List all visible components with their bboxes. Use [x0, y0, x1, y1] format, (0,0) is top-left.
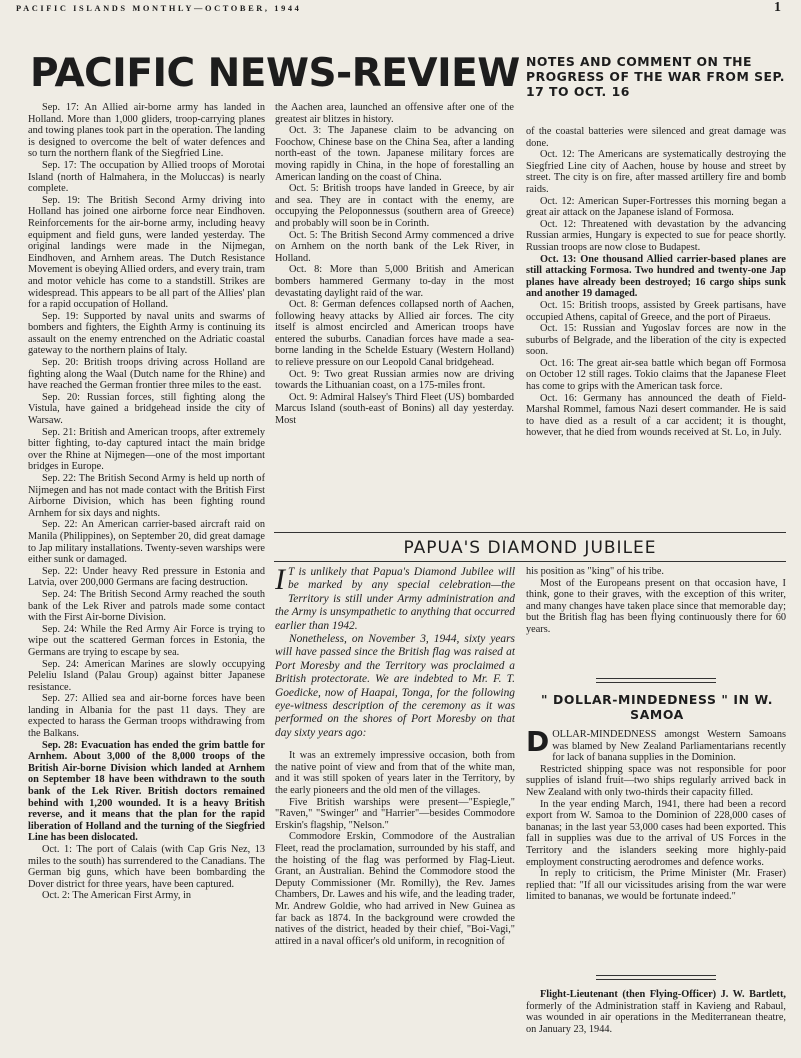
papua-dropcap: I	[275, 566, 285, 596]
diary-entry: Oct. 15: British troops, assisted by Greek partisans, have occupied Athens, capital of Greece, and the port of Piraeus.	[526, 299, 786, 323]
diary-entry-bold-text: Sep. 28: Evacuation has ended the grim battle for Arnhem. About 3,000 of the 8,000 troops of the British Air-borne Division which landed at Arnhem on September 18 have been withdrawn to the south bank of the Lek River. British doctors remained behind with 1,200 wounded. It is a heavy British reverse, and it means that the plan for the rapid liberation of Holland and the turning of the Siegfried Line has been dislocated.	[28, 739, 265, 844]
diary-entry: Oct. 8: More than 5,000 British and American bombers hammered Germany to-day in the most devastating daylight raid of the war.	[275, 264, 514, 299]
diary-entry-bold	[28, 740, 265, 844]
diary-entry: Oct. 12: The Americans are systematically destroying the Siegfried Line city of Aachen, house by house and street by street. The city is on fire, after massed artillery fire and bomb raids.	[526, 149, 786, 195]
papua-paragraph: It was an extremely impressive occasion, both from the native point of view and from that of the white man, and it was still spoken of years later in the Territory, by the early pioneers and the old men of the villages.	[275, 750, 515, 797]
papua-intro-2: Nonetheless, on November 3, 1944, sixty years will have passed since the British flag was raised at Port Moresby and the Territory was proclaimed a British protectorate. We are indebted to Mr. F. T. Goedicke, now of Haapai, Tonga, for the following eye-witness description of the ceremony as it was performed on the shores of Port Moresby on that day sixty years ago:	[275, 633, 515, 739]
diary-entry: of the coastal batteries were silenced and great damage was done.	[526, 126, 786, 149]
diary-entry: Oct. 12: Threatened with devastation by the advancing Russian armies, Hungary is expected to sue for peace shortly. Russian troops are now close to Budapest.	[526, 218, 786, 253]
diary-entry: Sep. 22: Under heavy Red pressure in Estonia and Latvia, over 200,000 Germans are facing destruction.	[28, 565, 265, 589]
running-header: PACIFIC ISLANDS MONTHLY—OCTOBER, 1944	[16, 4, 302, 13]
bartlett-name: Flight-Lieutenant (then Flying-Officer) J. W. Bartlett,	[540, 989, 786, 1000]
diary-entry: Oct. 1: The port of Calais (with Cap Gris Nez, 13 miles to the south) has surrendered to the Canadians. The German big guns, which have been bombarding the Dover district for three years, have been captured.	[28, 844, 265, 890]
diary-entry: Sep. 22: The British Second Army is held up north of Nijmegen and has not made contact with the British First Airborne Division, which has been fighting round Arnhem for six days and nights.	[28, 473, 265, 519]
papua-headline: PAPUA'S DIAMOND JUBILEE	[403, 538, 657, 558]
diary-entry: Sep. 19: Supported by naval units and swarms of bombers and fighters, the Eighth Army is continuing its assault on the enemy entrenched on the Adriatic coastal gateway to the northern plains of Italy.	[28, 310, 265, 357]
papua-article	[275, 566, 515, 1054]
diary-entry: Sep. 24: The British Second Army reached the south bank of the Lek River and patrols made some contact with the First Air-borne Division.	[28, 588, 265, 624]
diary-entry: Sep. 19: The British Second Army driving into Holland has joined one airborne force near Eindhoven. Reinforcements for the air-borne army, including heavy equipment and field guns, were landed yesterday. The original landings were made in the Nijmegan, Eindhoven, and Arnhem areas. The Dutch Resistance Movement is obeying Allied orders, and every train, tram and motor vehicle has come to a standstill. Strikes are widespread. This appears to be all part of the Allies' plan for a rapid occupation of Holland.	[28, 194, 265, 311]
bartlett-text: formerly of the Administration staff in Kavieng and Rabaul, was wounded in air operations in the Mediterranean theatre, on January 23, 1944.	[526, 1000, 786, 1035]
papua-paragraph: Five British warships were present—"Espiegle," "Raven," "Swinger" and "Harrier"—besides Commodore Erskin's flagship, "Nelson."	[275, 796, 515, 831]
diary-entry: Sep. 20: Russian forces, still fighting along the Vistula, have gained a bridgehead inside the city of Warsaw.	[28, 391, 265, 427]
double-rule-divider	[596, 975, 716, 980]
diary-entry: the Aachen area, launched an offensive after one of the greatest air blitzes in history.	[275, 102, 514, 125]
section-rule	[274, 532, 786, 533]
war-diary-column-3	[526, 126, 786, 516]
diary-entry: Oct. 9: Admiral Halsey's Third Fleet (US) bombarded Marcus Island (south-east of Bonins) all day yesterday. Most	[275, 391, 514, 427]
bartlett-item	[526, 989, 786, 1053]
diary-entry-bold	[526, 254, 786, 300]
papua-paragraph: Commodore Erskin, Commodore of the Australian Fleet, read the proclamation, surrounded by his staff, and the hoisting of the flag was performed by Flag-Lieut. Grant, an Australian. Behind the Commodore stood the Deputy Commissioner (Mr. Romilly), the Rev. James Chambers, Dr. Lawes and his wife, and the leading trader, Mr. Andrew Goldie, who had arrived in New Guinea as far back as 1874. In the background were crowded the natives of the district, headed by their chief, "Boi-Vagi," attired in a naval officer's old uniform, in recognition of	[275, 831, 515, 947]
diary-entry: Sep. 21: British and American troops, after extremely bitter fighting, to-day captured intact the main bridge over the Rhine at Nijmegen—one of the most important bridges in Europe.	[28, 426, 265, 473]
dollar-first-text: OLLAR-MINDEDNESS amongst Western Samoans was blamed by New Zealand Parliamentarians recently for lack of banana supplies in the Dominion.	[552, 729, 786, 764]
section-rule	[274, 561, 786, 562]
diary-entry: Sep. 17: The occupation by Allied troops of Morotai Island (north of Halmahera, in the Moluccas) is nearly complete.	[28, 159, 265, 195]
notes-heading: NOTES AND COMMENT ON THE PROGRESS OF THE WAR FROM SEP. 17 TO OCT. 16	[526, 54, 785, 100]
diary-entry: Oct. 3: The Japanese claim to be advancing on Foochow, Chinese base on the China Sea, after a landing north-east of the town. Japanese military forces are moving rapidly in China, in the hope of forestalling an American landing on the coast of China.	[275, 125, 514, 183]
diary-entry: Oct. 9: Two great Russian armies now are driving towards the Lithuanian coast, on a 175-miles front.	[275, 368, 514, 392]
diary-entry: Oct. 12: American Super-Fortresses this morning began a great air attack on the Japanese island of Formosa.	[526, 195, 786, 219]
diary-entry: Sep. 20: British troops driving across Holland are fighting along the Waal (Dutch name for the Rhine) and have reached the German frontier three miles to the east.	[28, 357, 265, 392]
diary-entry: Sep. 24: While the Red Army Air Force is trying to wipe out the scattered German forces in Estonia, the Germans are trying to escape by sea.	[28, 623, 265, 658]
papua-intro	[275, 566, 515, 633]
diary-entry: Sep. 24: American Marines are slowly occupying Peleliu Island (Palau Group) against bitter Japanese resistance.	[28, 658, 265, 693]
dollar-article	[526, 729, 786, 965]
diary-entry: Oct. 5: The British Second Army commenced a drive on Arnhem on the north bank of the Lek River, in Holland.	[275, 229, 514, 264]
diary-entry: Oct. 8: German defences collapsed north of Aachen, following heavy attacks by Allied air forces. The city itself is almost encircled and American troops have entered the suburbs. Canadian forces have made a sea-borne landing in the Schelde Estuary (Western Holland) to relieve pressure on our Leopold Canal bridgehead.	[275, 299, 514, 369]
papua-paragraph: his position as "king" of his tribe.	[526, 566, 664, 577]
diary-entry: Oct. 2: The American First Army, in	[42, 890, 191, 902]
page-number: 1	[774, 0, 781, 15]
dollar-paragraph: In the year ending March, 1941, there had been a record export from W. Samoa to the Dominion of 228,000 cases of bananas; in the last year 53,000 cases had been exported. This fall in supplies was due to the arrival of US Forces in the Territory and the islanders seeking more highly-paid employment constructing aerodromes and defence works.	[526, 798, 786, 868]
dollar-first-paragraph	[526, 729, 786, 764]
diary-entry: Oct. 15: Russian and Yugoslav forces are now in the suburbs of Belgrade, and the liberation of the city is expected soon.	[526, 323, 786, 358]
dollar-dropcap: D	[526, 729, 550, 758]
masthead-title: PACIFIC NEWS-REVIEW	[30, 51, 520, 96]
diary-entry: Sep. 22: An American carrier-based aircraft raid on Manila (Philippines), on September 20, did great damage to Jap military installations. Twenty-seven warships were either sunk or damaged.	[28, 519, 265, 566]
dollar-paragraph: Restricted shipping space was not responsible for poor supplies of island fruit—two ships regularly arrived back in New Zealand with only two-thirds their capacity filled.	[526, 763, 786, 798]
double-rule-divider	[596, 678, 716, 683]
diary-entry: Oct. 16: The great air-sea battle which began off Formosa on October 12 still rages. Tokio claims that the Japanese Fleet has come to grips with the American task force.	[526, 357, 786, 393]
dollar-headline: " DOLLAR-MINDEDNESS " IN W. SAMOA	[540, 692, 774, 722]
diary-entry: Oct. 5: British troops have landed in Greece, by air and sea. They are in contact with the enemy, are occupying the Peloponnessus (southern area of Greece) and probably will soon be in Corinth.	[275, 183, 514, 229]
papua-article-continued	[526, 566, 786, 664]
dollar-paragraph: In reply to criticism, the Prime Minister (Mr. Fraser) replied that: "If all our vicissitudes arising from the war were limited to bananas, we would be fortunate indeed."	[526, 868, 786, 903]
diary-entry: Sep. 27: Allied sea and air-borne forces have been landing in Albania for the past 11 days. They are expected to harass the German troops withdrawing from the Balkans.	[28, 693, 265, 740]
diary-entry: Oct. 16: Germany has announced the death of Field-Marshal Rommel, famous Nazi desert commander. He is said to have died as a result of a car accident; it is thought, however, that he died from wounds received at St. Lo, in July.	[526, 392, 786, 439]
war-diary-column-1	[28, 102, 265, 1052]
papua-intro-text: T is unlikely that Papua's Diamond Jubilee will be marked by any special celebration—the Territory is still under Army administration and the Army is unsympathetic to anything that occurred earlier than 1942.	[275, 566, 515, 632]
bartlett-paragraph	[526, 989, 786, 1035]
war-diary-column-2	[275, 102, 514, 527]
papua-paragraph: Most of the Europeans present on that occasion have, I think, gone to their graves, with the exception of this writer, and many changes have taken place since that memorable day; but the British flag has been flying continuously there for 60 years.	[526, 577, 786, 635]
diary-entry-bold-text: Oct. 13: One thousand Allied carrier-based planes are still attacking Formosa. Two hundred and twenty-one Jap planes have already been destroyed; 16 cargo ships sunk and another 19 damaged.	[526, 253, 786, 300]
diary-entry: Sep. 17: An Allied air-borne army has landed in Holland. More than 1,000 gliders, troop-carrying planes and towing planes took part in the operation. The landing is designed to overcome the belt of water defences and so turn the northern flank of the Siegfried Line.	[28, 102, 265, 160]
